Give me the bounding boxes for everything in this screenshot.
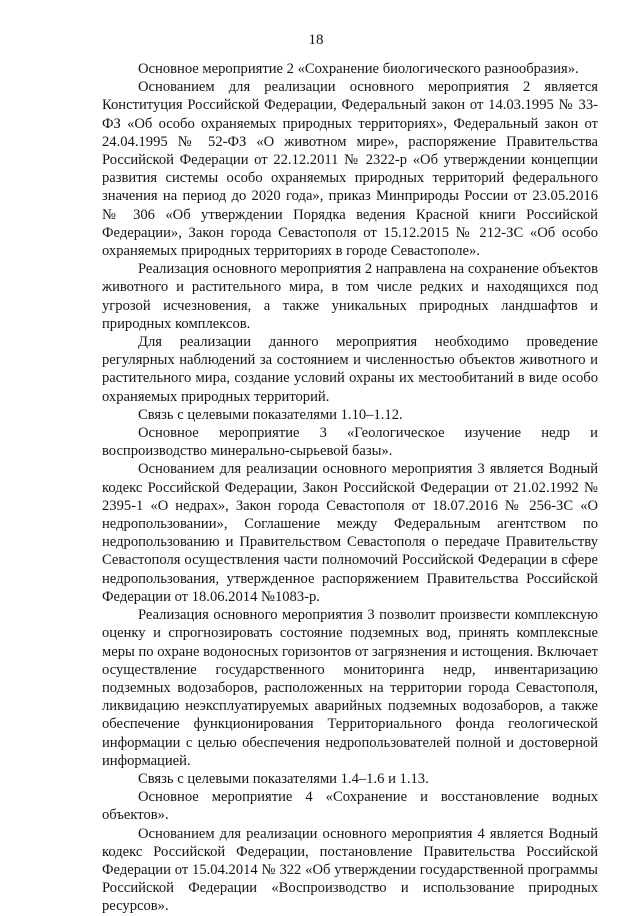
paragraph-implementation-measure-3: Реализация основного мероприятия 3 позволит произвести комплексную оценку и спрогнозировать состояние подземных вод, принять комплексные меры по охране водоносных горизонтов от загрязнения и истощения. Включает осуществление государственного мониторинга недр, инвентаризацию подземных водозаборов, расположенных на территории города Севастополя, ликвидацию неэксплуатируемых аварийных подземных водозаборов, а также обеспечение функционирования Территориального фонда геологической информации с целью обеспечения недропользователей полной и достоверной информацией. bbox=[102, 607, 598, 769]
paragraph-basis-measure-4: Основанием для реализации основного мероприятия 4 является Водный кодекс Российской Федерации, постановление Правительства Российской Федерации от 15.04.2014 № 322 «Об утверждении государственной программы Российской Федерации «Воспроизводство и использование природных ресурсов». bbox=[102, 825, 598, 915]
paragraph-requirements-measure-2: Для реализации данного мероприятия необходимо проведение регулярных наблюдений за состоянием и численностью объектов животного и растительного мира, создание условий охраны их местообитаний в виде особо охраняемых природных территорий. bbox=[102, 334, 598, 405]
page-number: 18 bbox=[308, 32, 324, 48]
paragraph-basis-measure-3: Основанием для реализации основного мероприятия 3 является Водный кодекс Российской Федерации, Закон Российской Федерации от 21.02.1992 № 2395-1 «О недрах», Закон города Севастополя от 18.07.2016 № 256-ЗС «О недропользовании», Соглашение между Федеральным агентством по недропользованию и Правительством Севастополя о передаче Правительству Севастополя осуществления части полномочий Российской Федерации в сфере недропользования, утвержденное распоряжением Правительства Российской Федерации от 18.06.2014 №1083-р. bbox=[102, 461, 598, 605]
paragraph-indicators-measure-3: Связь с целевыми показателями 1.4–1.6 и 1.13. bbox=[138, 770, 429, 787]
paragraph-indicators-measure-2: Связь с целевыми показателями 1.10–1.12. bbox=[138, 406, 403, 423]
heading-measure-3: Основное мероприятие 3 «Геологическое изучение недр и воспроизводство минерально-сырьевой базы». bbox=[102, 425, 598, 460]
heading-measure-4: Основное мероприятие 4 «Сохранение и восстановление водных объектов». bbox=[102, 789, 598, 824]
paragraph-basis-measure-2: Основанием для реализации основного мероприятия 2 является Конституция Российской Федерации, Федеральный закон от 14.03.1995 № 33-ФЗ «Об особо охраняемых природных территориях», Федеральный закон от 24.04.1995 № 52-ФЗ «О животном мире», распоряжение Правительства Российской Федерации от 22.12.2011 № 2322-р «Об утверждении концепции развития системы особо охраняемых природных территорий федерального значения на период до 2020 года», приказ Минприроды России от 23.05.2016 № 306 «Об утверждении Порядка ведения Красной книги Российской Федерации», Закон города Севастополя от 15.12.2015 № 212-ЗС «Об особо охраняемых природных территориях в городе Севастополе». bbox=[102, 79, 598, 260]
document-body bbox=[102, 60, 598, 916]
paragraph-implementation-measure-2: Реализация основного мероприятия 2 направлена на сохранение объектов животного и растительного мира, в том числе редких и находящихся под угрозой исчезновения, а также уникальных природных ландшафтов и природных комплексов. bbox=[102, 261, 598, 332]
heading-measure-2: Основное мероприятие 2 «Сохранение биологического разнообразия». bbox=[138, 61, 579, 77]
